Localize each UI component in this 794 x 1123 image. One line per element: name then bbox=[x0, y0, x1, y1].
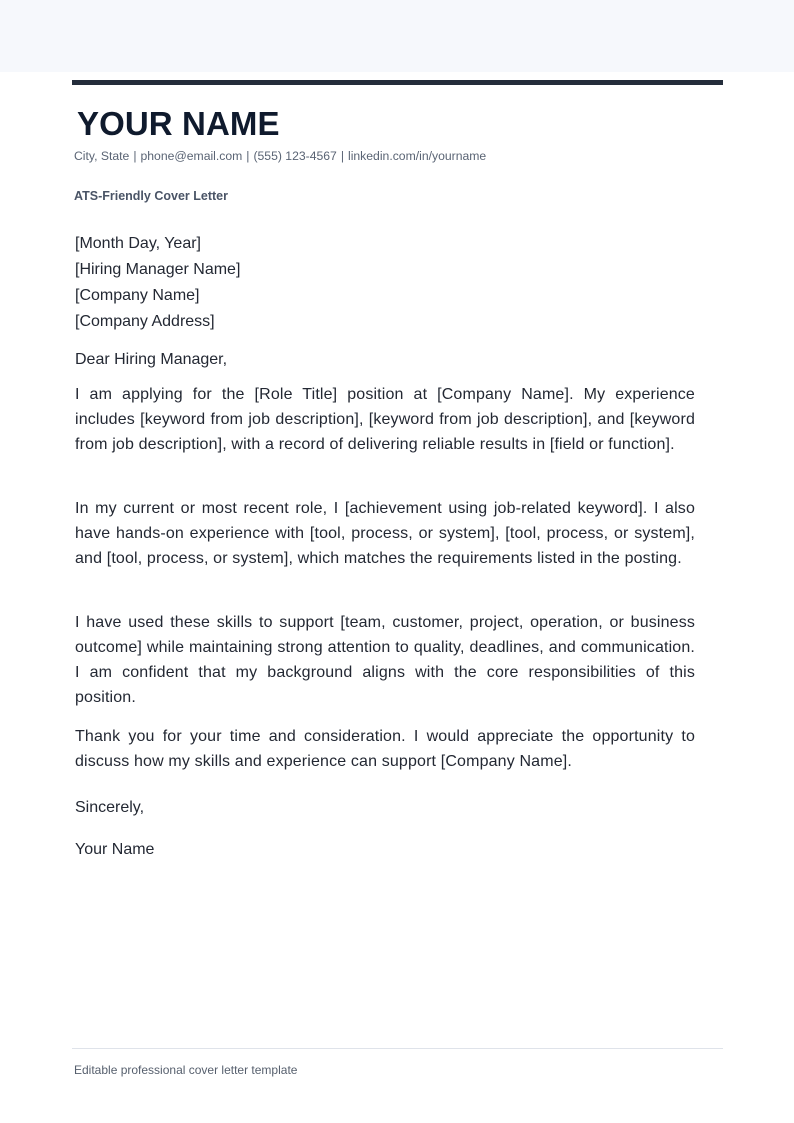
company-name: [Company Name] bbox=[75, 287, 200, 304]
contact-location: City, State bbox=[74, 149, 130, 163]
hiring-manager-name: [Hiring Manager Name] bbox=[75, 261, 241, 278]
contact-line bbox=[74, 148, 486, 164]
letter-paragraph: Thank you for your time and consideration. I would appreciate the opportunity to discuss how my skills and experience can support [Company Name]. bbox=[75, 728, 695, 770]
contact-linkedin: linkedin.com/in/yourname bbox=[347, 149, 487, 163]
letter-paragraph: In my current or most recent role, I [achievement using job-related keyword]. I also have hands-on experience with [tool, process, or system], [tool, process, or system], and [tool, process, or system], which matches the requirements listed in the posting. bbox=[75, 500, 695, 567]
footer-divider bbox=[72, 1048, 723, 1049]
contact-phone: (555) 123-4567 bbox=[253, 149, 337, 163]
contact-separator: | bbox=[340, 149, 344, 163]
contact-separator: | bbox=[246, 149, 250, 163]
letter-signature: Your Name bbox=[75, 841, 155, 858]
footer-note: Editable professional cover letter template bbox=[74, 1063, 298, 1077]
letter-greeting: Dear Hiring Manager, bbox=[75, 351, 228, 368]
document-subtitle: ATS-Friendly Cover Letter bbox=[74, 189, 228, 203]
company-address: [Company Address] bbox=[75, 313, 215, 330]
contact-email: phone@email.com bbox=[140, 149, 243, 163]
header-divider bbox=[72, 80, 723, 85]
letter-paragraph: I have used these skills to support [team, customer, project, operation, or business outcome] while maintaining strong attention to quality, deadlines, and communication. I am confident that my background aligns with the core responsibilities of this position. bbox=[75, 614, 695, 706]
contact-separator: | bbox=[133, 149, 137, 163]
applicant-name: YOUR NAME bbox=[77, 105, 280, 142]
top-background-band bbox=[0, 0, 794, 72]
letter-paragraph: I am applying for the [Role Title] position at [Company Name]. My experience includes [keyword from job description], [keyword from job description], and [keyword from job description], with a record of delivering reliable results in [field or function]. bbox=[75, 386, 695, 453]
letter-closing: Sincerely, bbox=[75, 799, 145, 816]
letter-date: [Month Day, Year] bbox=[75, 235, 201, 252]
recipient-address-block bbox=[75, 231, 715, 335]
